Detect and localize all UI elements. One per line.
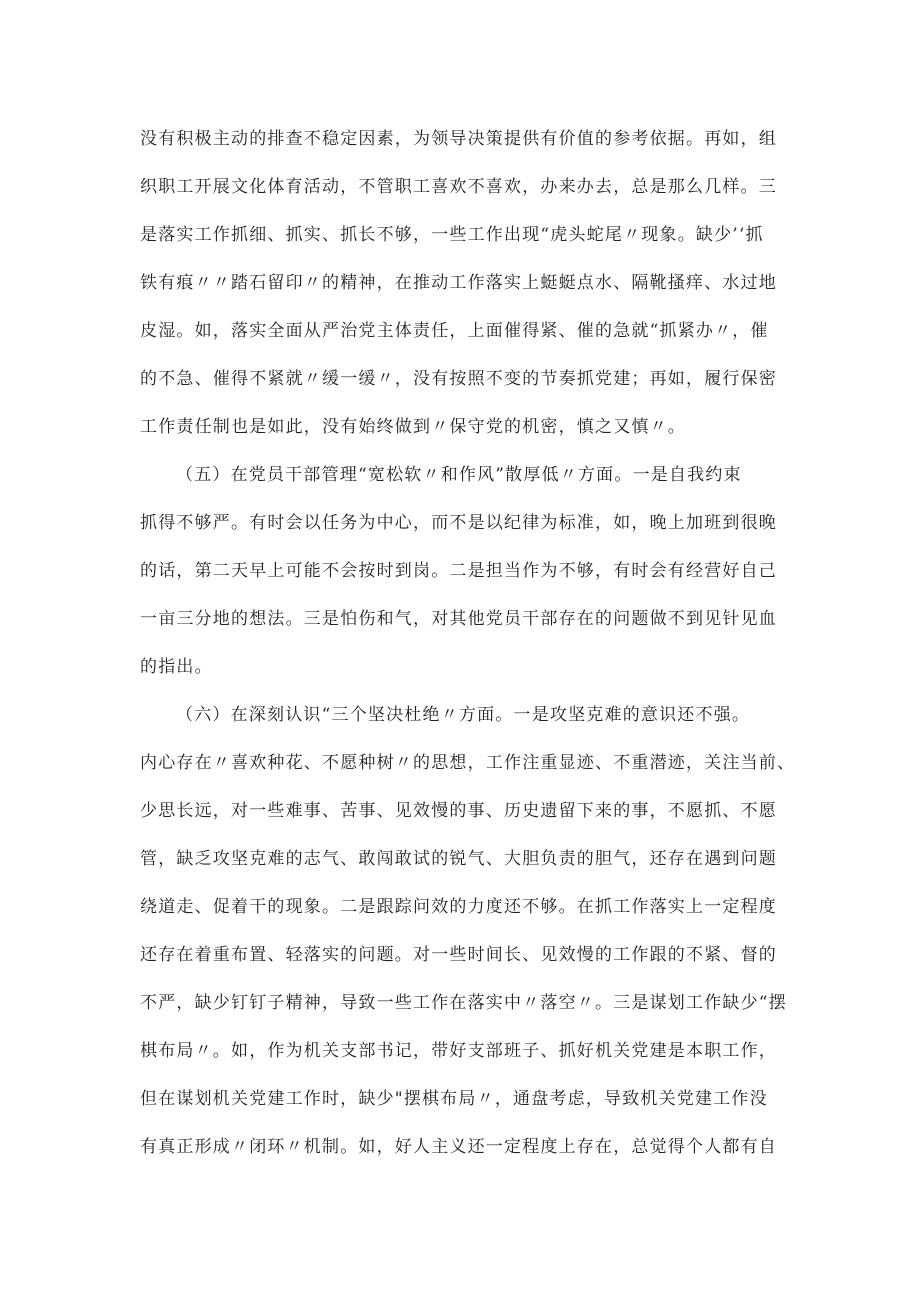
paragraph-2 <box>140 455 785 695</box>
text-line: 但在谋划机关党建工作时，缺少"摆棋布局〃，通盘考虑，导致机关党建工作没 <box>140 1089 768 1109</box>
text-line: 抓得不够严。有时会以任务为中心，而不是以纪律为标准，如，晚上加班到很晚 <box>140 513 777 533</box>
document-body <box>140 119 796 1175</box>
text-line: 的话，第二天早上可能不会按时到岗。二是担当作为不够，有时会有经营好自己 <box>140 561 777 581</box>
paragraph-first-line: （六）在深刻认识“三个坚决杜绝〃方面。一是攻坚克难的意识还不强。 <box>176 705 751 725</box>
text-line: 内心存在〃喜欢种花、不愿种树〃的思想，工作注重显迹、不重潜迹，关注当前、 <box>140 753 796 773</box>
paragraph-1 <box>140 119 785 455</box>
text-line: 绕道走、促着干的现象。二是跟踪问效的力度还不够。在抓工作落实上一定程度 <box>140 897 777 917</box>
paragraph-first-line: （五）在党员干部管理“宽松软〃和作风”散厚低〃方面。一是自我约束 <box>176 465 742 485</box>
text-line: 的指出。 <box>140 657 213 677</box>
text-line: 棋布局〃。如，作为机关支部书记，带好支部班子、抓好机关党建是本职工作， <box>140 1041 777 1061</box>
text-line: 没有积极主动的排查不稳定因素，为领导决策提供有价值的参考依据。再如，组 <box>140 129 777 149</box>
text-line: 织职工开展文化体育活动，不管职工喜欢不喜欢，办来办去，总是那么几样。三 <box>140 177 777 197</box>
text-line: 是落实工作抓细、抓实、抓长不够，一些工作出现“虎头蛇尾〃现象。缺少’‘抓 <box>140 225 764 245</box>
text-line: 工作责任制也是如此，没有始终做到〃保守党的机密，慎之又慎〃。 <box>140 417 686 437</box>
text-line: 铁有痕〃〃踏石留印〃的精神，在推动工作落实上蜓蜓点水、隔靴搔痒、水过地 <box>140 273 777 293</box>
text-line: 有真正形成〃闭环〃机制。如，好人主义还一定程度上存在，总觉得个人都有自 <box>140 1137 777 1157</box>
paragraph-3 <box>140 695 796 1175</box>
text-line: 少思长远，对一些难事、苦事、见效慢的事、历史遗留下来的事，不愿抓、不愿 <box>140 801 777 821</box>
text-line: 的不急、催得不紧就〃缓一缓〃，没有按照不变的节奏抓党建；再如，履行保密 <box>140 369 777 389</box>
text-line: 皮湿。如，落实全面从严治党主体责任，上面催得紧、催的急就“抓紧办〃，催 <box>140 321 769 341</box>
text-line: 一亩三分地的想法。三是怕伤和气，对其他党员干部存在的问题做不到见针见血 <box>140 609 777 629</box>
text-line: 还存在着重布置、轻落实的问题。对一些时间长、见效慢的工作跟的不紧、督的 <box>140 945 777 965</box>
text-line: 不严，缺少钉钉子精神，导致一些工作在落实中〃落空〃。三是谋划工作缺少“摆 <box>140 993 787 1013</box>
text-line: 管，缺乏攻坚克难的志气、敢闯敢试的锐气、大胆负责的胆气，还存在遇到问题 <box>140 849 777 869</box>
